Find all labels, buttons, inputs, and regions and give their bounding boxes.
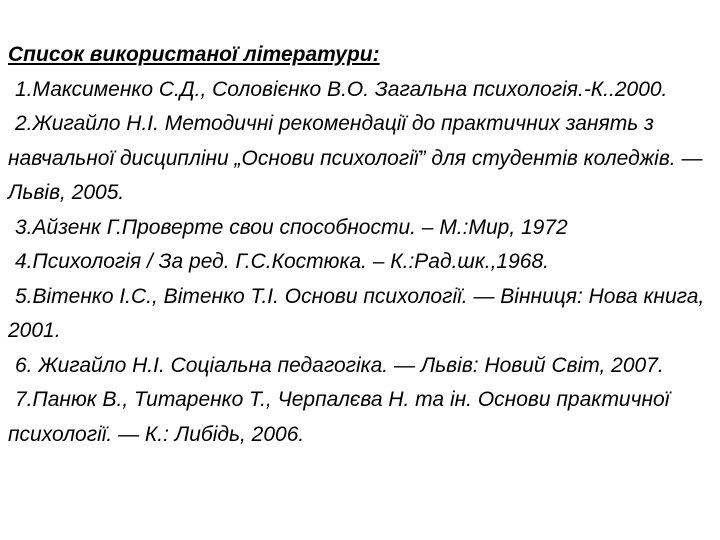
reference-item-3: 3.Айзенк Г.Проверте свои способности. – М.:Мир, 1972 (15, 215, 568, 239)
reference-item-1: 1.Максименко С.Д., Соловієнко В.О. Загальна психологія.-К..2000. (15, 77, 668, 101)
reference-item-7: 7.Панюк В., Титаренко Т., Черпалєва Н. та ін. Основи практичної психології. — К.: Либідь, 2006. (8, 388, 670, 446)
bibliography-slide (8, 38, 714, 452)
reference-item-6: 6. Жигайло Н.І. Соціальна педагогіка. — Львів: Новий Світ, 2007. (15, 353, 664, 377)
reference-item-4: 4.Психологія / За ред. Г.С.Костюка. – К.:Рад.шк.,1968. (15, 250, 549, 273)
reference-item-2: 2.Жигайло Н.І. Методичні рекомендації до практичних занять з навчальної дисципліни „Основи психології” для студентів коледжів. — Львів, 2005. (8, 112, 703, 204)
reference-item-5: 5.Вітенко І.С., Вітенко Т.І. Основи психології. — Вінниця: Нова книга, 2001. (8, 284, 705, 342)
bibliography-heading: Список використаної літератури: (8, 43, 380, 66)
